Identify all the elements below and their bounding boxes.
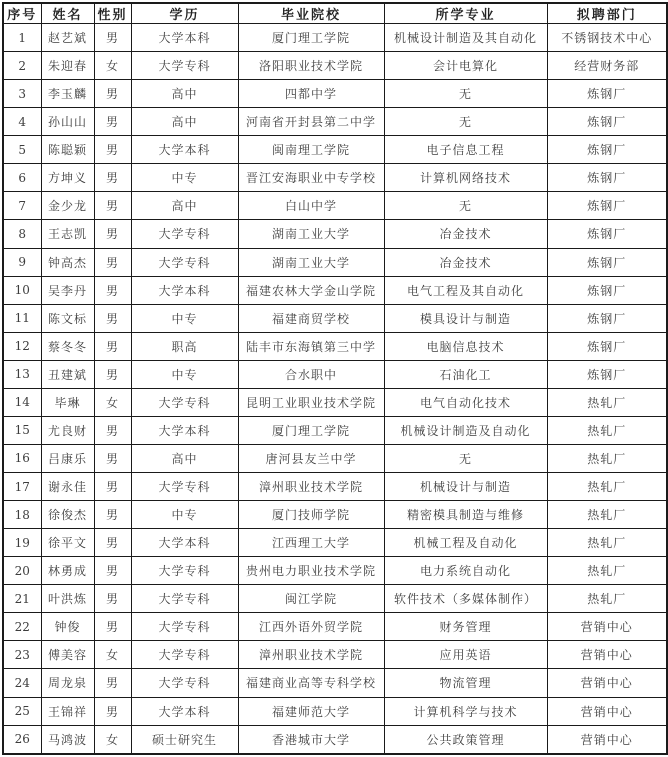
name-cell: 方坤义 — [41, 164, 94, 192]
major-cell: 冶金技术 — [384, 248, 547, 276]
table-row — [3, 669, 667, 697]
major-cell: 电气工程及其自动化 — [384, 276, 547, 304]
serial-cell: 10 — [3, 276, 41, 304]
serial-cell: 16 — [3, 444, 41, 472]
school-cell: 白山中学 — [238, 192, 384, 220]
serial-cell: 8 — [3, 220, 41, 248]
serial-cell: 14 — [3, 388, 41, 416]
name-cell: 徐俊杰 — [41, 501, 94, 529]
header-name: 姓名 — [41, 3, 94, 24]
school-cell: 晋江安海职业中专学校 — [238, 164, 384, 192]
major-cell: 无 — [384, 80, 547, 108]
major-cell: 模具设计与制造 — [384, 304, 547, 332]
department-cell: 营销中心 — [547, 697, 667, 725]
name-cell: 王锦祥 — [41, 697, 94, 725]
table-row — [3, 24, 667, 52]
gender-cell: 女 — [94, 725, 131, 754]
serial-cell: 20 — [3, 557, 41, 585]
school-cell: 福建农林大学金山学院 — [238, 276, 384, 304]
department-cell: 热轧厂 — [547, 388, 667, 416]
serial-cell: 9 — [3, 248, 41, 276]
serial-cell: 2 — [3, 52, 41, 80]
education-cell: 中专 — [131, 360, 238, 388]
gender-cell: 男 — [94, 136, 131, 164]
gender-cell: 男 — [94, 557, 131, 585]
major-cell: 石油化工 — [384, 360, 547, 388]
gender-cell: 男 — [94, 697, 131, 725]
gender-cell: 男 — [94, 416, 131, 444]
school-cell: 江西理工大学 — [238, 529, 384, 557]
name-cell: 王志凯 — [41, 220, 94, 248]
serial-cell: 5 — [3, 136, 41, 164]
department-cell: 热轧厂 — [547, 416, 667, 444]
serial-cell: 3 — [3, 80, 41, 108]
gender-cell: 男 — [94, 220, 131, 248]
gender-cell: 男 — [94, 304, 131, 332]
serial-cell: 24 — [3, 669, 41, 697]
name-cell: 丑建斌 — [41, 360, 94, 388]
school-cell: 合水职中 — [238, 360, 384, 388]
education-cell: 中专 — [131, 164, 238, 192]
header-gender: 性别 — [94, 3, 131, 24]
table-row — [3, 697, 667, 725]
serial-cell: 18 — [3, 501, 41, 529]
table-row — [3, 388, 667, 416]
header-department: 拟聘部门 — [547, 3, 667, 24]
education-cell: 大学专科 — [131, 52, 238, 80]
department-cell: 炼钢厂 — [547, 192, 667, 220]
table-row — [3, 725, 667, 754]
major-cell: 电脑信息技术 — [384, 332, 547, 360]
education-cell: 高中 — [131, 108, 238, 136]
major-cell: 软件技术（多媒体制作） — [384, 585, 547, 613]
department-cell: 热轧厂 — [547, 501, 667, 529]
school-cell: 漳州职业技术学院 — [238, 641, 384, 669]
school-cell: 厦门技师学院 — [238, 501, 384, 529]
education-cell: 大学本科 — [131, 416, 238, 444]
education-cell: 大学专科 — [131, 613, 238, 641]
name-cell: 马鸿波 — [41, 725, 94, 754]
department-cell: 热轧厂 — [547, 529, 667, 557]
gender-cell: 男 — [94, 473, 131, 501]
department-cell: 热轧厂 — [547, 557, 667, 585]
department-cell: 营销中心 — [547, 725, 667, 754]
name-cell: 徐平文 — [41, 529, 94, 557]
major-cell: 应用英语 — [384, 641, 547, 669]
major-cell: 机械设计制造及自动化 — [384, 416, 547, 444]
department-cell: 炼钢厂 — [547, 108, 667, 136]
education-cell: 大学本科 — [131, 529, 238, 557]
gender-cell: 男 — [94, 585, 131, 613]
table-row — [3, 108, 667, 136]
name-cell: 吕康乐 — [41, 444, 94, 472]
table-row — [3, 416, 667, 444]
name-cell: 林勇成 — [41, 557, 94, 585]
department-cell: 热轧厂 — [547, 444, 667, 472]
name-cell: 赵艺斌 — [41, 24, 94, 52]
education-cell: 大学专科 — [131, 248, 238, 276]
gender-cell: 男 — [94, 248, 131, 276]
gender-cell: 女 — [94, 52, 131, 80]
education-cell: 大学本科 — [131, 276, 238, 304]
gender-cell: 男 — [94, 669, 131, 697]
name-cell: 周龙泉 — [41, 669, 94, 697]
serial-cell: 12 — [3, 332, 41, 360]
education-cell: 大学专科 — [131, 669, 238, 697]
school-cell: 湖南工业大学 — [238, 248, 384, 276]
gender-cell: 男 — [94, 501, 131, 529]
school-cell: 闽江学院 — [238, 585, 384, 613]
serial-cell: 21 — [3, 585, 41, 613]
serial-cell: 7 — [3, 192, 41, 220]
table-row — [3, 360, 667, 388]
major-cell: 计算机科学与技术 — [384, 697, 547, 725]
name-cell: 谢永佳 — [41, 473, 94, 501]
recruitment-table — [2, 2, 668, 755]
school-cell: 漳州职业技术学院 — [238, 473, 384, 501]
department-cell: 炼钢厂 — [547, 220, 667, 248]
major-cell: 机械工程及自动化 — [384, 529, 547, 557]
major-cell: 电子信息工程 — [384, 136, 547, 164]
school-cell: 昆明工业职业技术学院 — [238, 388, 384, 416]
education-cell: 大学专科 — [131, 641, 238, 669]
header-school: 毕业院校 — [238, 3, 384, 24]
major-cell: 机械设计制造及其自动化 — [384, 24, 547, 52]
education-cell: 硕士研究生 — [131, 725, 238, 754]
school-cell: 河南省开封县第二中学 — [238, 108, 384, 136]
department-cell: 不锈钢技术中心 — [547, 24, 667, 52]
serial-cell: 1 — [3, 24, 41, 52]
table-row — [3, 276, 667, 304]
serial-cell: 25 — [3, 697, 41, 725]
gender-cell: 女 — [94, 641, 131, 669]
department-cell: 炼钢厂 — [547, 164, 667, 192]
name-cell: 毕琳 — [41, 388, 94, 416]
major-cell: 无 — [384, 444, 547, 472]
gender-cell: 男 — [94, 192, 131, 220]
major-cell: 物流管理 — [384, 669, 547, 697]
header-education: 学历 — [131, 3, 238, 24]
school-cell: 闽南理工学院 — [238, 136, 384, 164]
name-cell: 金少龙 — [41, 192, 94, 220]
table-row — [3, 529, 667, 557]
name-cell: 陈聪颖 — [41, 136, 94, 164]
school-cell: 香港城市大学 — [238, 725, 384, 754]
name-cell: 蔡冬冬 — [41, 332, 94, 360]
major-cell: 财务管理 — [384, 613, 547, 641]
major-cell: 会计电算化 — [384, 52, 547, 80]
header-major: 所学专业 — [384, 3, 547, 24]
table-row — [3, 641, 667, 669]
serial-cell: 19 — [3, 529, 41, 557]
school-cell: 陆丰市东海镇第三中学 — [238, 332, 384, 360]
department-cell: 经营财务部 — [547, 52, 667, 80]
name-cell: 傅美容 — [41, 641, 94, 669]
department-cell: 营销中心 — [547, 613, 667, 641]
education-cell: 高中 — [131, 192, 238, 220]
school-cell: 湖南工业大学 — [238, 220, 384, 248]
education-cell: 大学本科 — [131, 24, 238, 52]
table-row — [3, 136, 667, 164]
school-cell: 福建师范大学 — [238, 697, 384, 725]
table-row — [3, 473, 667, 501]
table-body — [3, 24, 667, 755]
name-cell: 陈文标 — [41, 304, 94, 332]
education-cell: 大学本科 — [131, 136, 238, 164]
name-cell: 李玉麟 — [41, 80, 94, 108]
education-cell: 大学专科 — [131, 473, 238, 501]
serial-cell: 4 — [3, 108, 41, 136]
department-cell: 炼钢厂 — [547, 248, 667, 276]
serial-cell: 13 — [3, 360, 41, 388]
serial-cell: 11 — [3, 304, 41, 332]
serial-cell: 17 — [3, 473, 41, 501]
table-row — [3, 557, 667, 585]
school-cell: 厦门理工学院 — [238, 24, 384, 52]
name-cell: 钟高杰 — [41, 248, 94, 276]
school-cell: 福建商贸学校 — [238, 304, 384, 332]
department-cell: 营销中心 — [547, 641, 667, 669]
name-cell: 朱迎春 — [41, 52, 94, 80]
name-cell: 孙山山 — [41, 108, 94, 136]
department-cell: 热轧厂 — [547, 473, 667, 501]
table-row — [3, 613, 667, 641]
education-cell: 高中 — [131, 444, 238, 472]
table-row — [3, 332, 667, 360]
education-cell: 中专 — [131, 304, 238, 332]
major-cell: 公共政策管理 — [384, 725, 547, 754]
school-cell: 洛阳职业技术学院 — [238, 52, 384, 80]
name-cell: 尤良财 — [41, 416, 94, 444]
gender-cell: 男 — [94, 360, 131, 388]
education-cell: 高中 — [131, 80, 238, 108]
serial-cell: 22 — [3, 613, 41, 641]
education-cell: 大学专科 — [131, 557, 238, 585]
gender-cell: 男 — [94, 613, 131, 641]
department-cell: 炼钢厂 — [547, 332, 667, 360]
major-cell: 精密模具制造与维修 — [384, 501, 547, 529]
department-cell: 炼钢厂 — [547, 360, 667, 388]
department-cell: 炼钢厂 — [547, 276, 667, 304]
gender-cell: 男 — [94, 24, 131, 52]
serial-cell: 26 — [3, 725, 41, 754]
education-cell: 大学本科 — [131, 697, 238, 725]
gender-cell: 男 — [94, 276, 131, 304]
major-cell: 冶金技术 — [384, 220, 547, 248]
education-cell: 大学专科 — [131, 585, 238, 613]
major-cell: 计算机网络技术 — [384, 164, 547, 192]
serial-cell: 6 — [3, 164, 41, 192]
header-serial: 序号 — [3, 3, 41, 24]
department-cell: 营销中心 — [547, 669, 667, 697]
major-cell: 无 — [384, 192, 547, 220]
gender-cell: 男 — [94, 529, 131, 557]
education-cell: 大学专科 — [131, 220, 238, 248]
major-cell: 电气自动化技术 — [384, 388, 547, 416]
school-cell: 四都中学 — [238, 80, 384, 108]
gender-cell: 男 — [94, 108, 131, 136]
table-row — [3, 585, 667, 613]
table-row — [3, 444, 667, 472]
name-cell: 钟俊 — [41, 613, 94, 641]
table-row — [3, 220, 667, 248]
school-cell: 厦门理工学院 — [238, 416, 384, 444]
table-row — [3, 304, 667, 332]
department-cell: 炼钢厂 — [547, 80, 667, 108]
table-row — [3, 52, 667, 80]
gender-cell: 男 — [94, 80, 131, 108]
gender-cell: 女 — [94, 388, 131, 416]
table-row — [3, 501, 667, 529]
major-cell: 无 — [384, 108, 547, 136]
school-cell: 唐河县友兰中学 — [238, 444, 384, 472]
education-cell: 大学专科 — [131, 388, 238, 416]
major-cell: 电力系统自动化 — [384, 557, 547, 585]
major-cell: 机械设计与制造 — [384, 473, 547, 501]
department-cell: 炼钢厂 — [547, 304, 667, 332]
school-cell: 贵州电力职业技术学院 — [238, 557, 384, 585]
header-row — [3, 3, 667, 24]
school-cell: 福建商业高等专科学校 — [238, 669, 384, 697]
table-row — [3, 192, 667, 220]
table-row — [3, 164, 667, 192]
school-cell: 江西外语外贸学院 — [238, 613, 384, 641]
table-row — [3, 80, 667, 108]
name-cell: 吴李丹 — [41, 276, 94, 304]
department-cell: 炼钢厂 — [547, 136, 667, 164]
serial-cell: 15 — [3, 416, 41, 444]
name-cell: 叶洪炼 — [41, 585, 94, 613]
education-cell: 中专 — [131, 501, 238, 529]
serial-cell: 23 — [3, 641, 41, 669]
gender-cell: 男 — [94, 164, 131, 192]
education-cell: 职高 — [131, 332, 238, 360]
department-cell: 热轧厂 — [547, 585, 667, 613]
gender-cell: 男 — [94, 332, 131, 360]
table-row — [3, 248, 667, 276]
gender-cell: 男 — [94, 444, 131, 472]
